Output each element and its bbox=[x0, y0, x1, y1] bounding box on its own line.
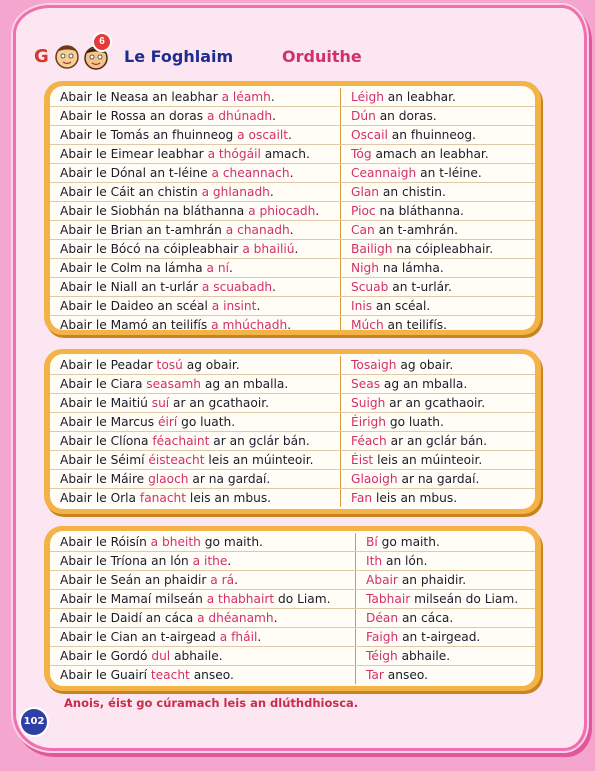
verb-highlight: Múch bbox=[351, 318, 384, 330]
verb-highlight: éisteacht bbox=[148, 453, 205, 467]
sentence-text: Abair le Dónal an t-léine bbox=[60, 166, 212, 180]
instruction-cell bbox=[50, 107, 341, 126]
instruction-cell bbox=[50, 278, 341, 297]
sentence-text: . bbox=[228, 261, 233, 275]
sentence-text: leis an mbus. bbox=[372, 491, 458, 505]
verb-highlight: a bheith bbox=[150, 535, 201, 549]
command-cell bbox=[341, 356, 536, 375]
sentence-text: ar an gcathaoir. bbox=[169, 396, 269, 410]
sentence-text: an fhuinneog. bbox=[387, 128, 476, 142]
table-row bbox=[50, 375, 535, 394]
sentence-text: . bbox=[269, 185, 274, 199]
verb-highlight: Scuab bbox=[351, 280, 389, 294]
sentence-text: an chistin. bbox=[379, 185, 446, 199]
verb-highlight: Tabhair bbox=[366, 592, 411, 606]
command-cell bbox=[356, 571, 536, 590]
command-cell bbox=[341, 394, 536, 413]
table-row bbox=[50, 164, 535, 183]
instruction-cell bbox=[50, 356, 341, 375]
table-row bbox=[50, 489, 535, 508]
table-row bbox=[50, 145, 535, 164]
sentence-text: Abair le Seán an phaidir bbox=[60, 573, 211, 587]
sentence-text: Abair le Daidí an cáca bbox=[60, 611, 198, 625]
verb-highlight: a cheannach bbox=[211, 166, 290, 180]
sentence-text: milseán do Liam. bbox=[410, 592, 519, 606]
verb-highlight: a dhéanamh bbox=[197, 611, 274, 625]
command-cell bbox=[341, 489, 536, 508]
commands-table-1 bbox=[44, 81, 541, 335]
table-row bbox=[50, 552, 535, 571]
sentence-text: ag obair. bbox=[182, 358, 240, 372]
instruction-cell bbox=[50, 394, 341, 413]
verb-highlight: a chanadh bbox=[225, 223, 290, 237]
verb-highlight: suí bbox=[151, 396, 170, 410]
command-cell bbox=[341, 432, 536, 451]
commands-table-3 bbox=[44, 526, 541, 691]
sentence-text: ar an gcathaoir. bbox=[385, 396, 486, 410]
table-row bbox=[50, 316, 535, 331]
instruction-cell bbox=[50, 145, 341, 164]
sentence-text: Abair le Eimear leabhar bbox=[60, 147, 208, 161]
sentence-text: an scéal. bbox=[372, 299, 431, 313]
sentence-text: do Liam. bbox=[274, 592, 331, 606]
sentence-text: ar na gardaí. bbox=[188, 472, 271, 486]
verb-highlight: Dún bbox=[351, 109, 376, 123]
verb-highlight: a ithe bbox=[192, 554, 228, 568]
table-row bbox=[50, 666, 535, 685]
sentence-text: Abair le Peadar bbox=[60, 358, 157, 372]
instruction-cell bbox=[50, 489, 341, 508]
verb-highlight: Tar bbox=[366, 668, 384, 682]
command-cell bbox=[356, 609, 536, 628]
verb-highlight: Nigh bbox=[351, 261, 379, 275]
sentence-text: . bbox=[227, 554, 232, 568]
verb-highlight: dul bbox=[151, 649, 171, 663]
sentence-text: an t-léine. bbox=[416, 166, 482, 180]
sentence-text: . bbox=[234, 573, 238, 587]
sentence-text: na bláthanna. bbox=[375, 204, 464, 218]
sentence-text: go maith. bbox=[200, 535, 263, 549]
verb-highlight: Tóg bbox=[351, 147, 372, 161]
command-cell bbox=[356, 552, 536, 571]
verb-highlight: a léamh bbox=[221, 90, 271, 104]
verb-highlight: a fháil bbox=[219, 630, 258, 644]
instruction-cell bbox=[50, 533, 356, 552]
table-row bbox=[50, 107, 535, 126]
verb-highlight: éirí bbox=[157, 415, 178, 429]
sentence-text: ar na gardaí. bbox=[397, 472, 480, 486]
table-row bbox=[50, 432, 535, 451]
sentence-text: Abair le Colm na lámha bbox=[60, 261, 207, 275]
command-cell bbox=[341, 221, 536, 240]
instruction-cell bbox=[50, 571, 356, 590]
sentence-text: Abair le Neasa an leabhar bbox=[60, 90, 222, 104]
sentence-text: an t-airgead. bbox=[398, 630, 481, 644]
sentence-text: Abair le Niall an t-urlár bbox=[60, 280, 202, 294]
verb-highlight: Ceannaigh bbox=[351, 166, 417, 180]
commands-table-2 bbox=[44, 349, 541, 514]
verb-highlight: Pioc bbox=[351, 204, 376, 218]
verb-highlight: Faigh bbox=[366, 630, 399, 644]
sentence-text: . bbox=[273, 611, 278, 625]
sentence-text: an t-urlár. bbox=[388, 280, 452, 294]
command-cell bbox=[341, 107, 536, 126]
sentence-text: Abair le Gordó bbox=[60, 649, 152, 663]
instruction-cell bbox=[50, 451, 341, 470]
sentence-text: Abair le Cian an t-airgead bbox=[60, 630, 220, 644]
sentence-text: Abair le Marcus bbox=[60, 415, 158, 429]
verb-highlight: a thabhairt bbox=[206, 592, 275, 606]
sentence-text: na lámha. bbox=[378, 261, 444, 275]
table-row bbox=[50, 533, 535, 552]
table-row bbox=[50, 278, 535, 297]
sentence-text: ar an gclár bán. bbox=[209, 434, 310, 448]
command-cell bbox=[356, 590, 536, 609]
sentence-text: an t-amhrán. bbox=[374, 223, 458, 237]
table-row bbox=[50, 88, 535, 107]
command-cell bbox=[341, 145, 536, 164]
table-row bbox=[50, 394, 535, 413]
instruction-cell bbox=[50, 590, 356, 609]
verb-highlight: Tosaigh bbox=[351, 358, 397, 372]
verb-highlight: tosú bbox=[156, 358, 183, 372]
verb-highlight: Suigh bbox=[351, 396, 386, 410]
sentence-text: Abair le Clíona bbox=[60, 434, 153, 448]
command-cell bbox=[341, 126, 536, 145]
sentence-text: Abair le Tríona an lón bbox=[60, 554, 193, 568]
sentence-text: Abair le Mamó an teilifís bbox=[60, 318, 212, 330]
instruction-cell bbox=[50, 240, 341, 259]
sentence-text: amach an leabhar. bbox=[371, 147, 489, 161]
sentence-text: ar an gclár bán. bbox=[386, 434, 488, 448]
table-row bbox=[50, 202, 535, 221]
command-cell bbox=[341, 278, 536, 297]
sentence-text: . bbox=[256, 299, 261, 313]
verb-highlight: Bí bbox=[366, 535, 378, 549]
instruction-cell bbox=[50, 202, 341, 221]
command-cell bbox=[341, 183, 536, 202]
instruction-cell bbox=[50, 88, 341, 107]
sentence-text: Abair le Bócó na cóipleabhair bbox=[60, 242, 243, 256]
page-number: 102 bbox=[21, 709, 47, 735]
sentence-text: leis an múinteoir. bbox=[373, 453, 483, 467]
sentence-text: . bbox=[272, 280, 277, 294]
sentence-text: . bbox=[294, 242, 299, 256]
sentence-text: . bbox=[289, 166, 294, 180]
verb-highlight: a oscailt bbox=[237, 128, 289, 142]
sentence-text: na cóipleabhair. bbox=[392, 242, 494, 256]
table-row bbox=[50, 609, 535, 628]
verb-highlight: Can bbox=[351, 223, 375, 237]
verb-highlight: Fan bbox=[351, 491, 373, 505]
table-row bbox=[50, 413, 535, 432]
command-cell bbox=[341, 202, 536, 221]
verb-highlight: Bailigh bbox=[351, 242, 393, 256]
table-row bbox=[50, 240, 535, 259]
table-row bbox=[50, 451, 535, 470]
sentence-text: Abair le Orla bbox=[60, 491, 140, 505]
sentence-text: an doras. bbox=[375, 109, 437, 123]
sentence-text: go luath. bbox=[177, 415, 236, 429]
instruction-cell bbox=[50, 316, 341, 331]
sentence-text: amach. bbox=[260, 147, 310, 161]
verb-highlight: a dhúnadh bbox=[206, 109, 273, 123]
sentence-text: an lón. bbox=[382, 554, 428, 568]
section-title: Le Foghlaim bbox=[124, 47, 234, 66]
table-row bbox=[50, 259, 535, 278]
verb-highlight: Glan bbox=[351, 185, 380, 199]
verb-highlight: Déan bbox=[366, 611, 399, 625]
sentence-text: go luath. bbox=[385, 415, 444, 429]
command-cell bbox=[356, 533, 536, 552]
instruction-cell bbox=[50, 297, 341, 316]
sentence-text: ag obair. bbox=[396, 358, 454, 372]
instruction-cell bbox=[50, 666, 356, 685]
instruction-cell bbox=[50, 470, 341, 489]
table-row bbox=[50, 628, 535, 647]
sentence-text: Abair le Siobhán na bláthanna bbox=[60, 204, 249, 218]
command-cell bbox=[341, 164, 536, 183]
command-cell bbox=[341, 470, 536, 489]
verb-highlight: Glaoigh bbox=[351, 472, 398, 486]
sentence-text: Abair le Tomás an fhuinneog bbox=[60, 128, 238, 142]
command-cell bbox=[341, 297, 536, 316]
verb-highlight: a rá bbox=[210, 573, 235, 587]
verb-highlight: seasamh bbox=[146, 377, 202, 391]
sentence-text: abhaile. bbox=[170, 649, 223, 663]
verb-highlight: a insint bbox=[211, 299, 257, 313]
verb-highlight: a mhúchadh bbox=[211, 318, 288, 330]
command-cell bbox=[356, 628, 536, 647]
page-title: Orduithe bbox=[282, 47, 362, 66]
instruction-cell bbox=[50, 259, 341, 278]
instruction-cell bbox=[50, 552, 356, 571]
sentence-text: an cáca. bbox=[398, 611, 454, 625]
verb-highlight: Éirigh bbox=[351, 415, 386, 429]
verb-highlight: a ní bbox=[206, 261, 229, 275]
sentence-text: Abair le Róisín bbox=[60, 535, 151, 549]
sentence-text: Abair le Brian an t-amhrán bbox=[60, 223, 226, 237]
sentence-text: ag an mballa. bbox=[380, 377, 468, 391]
table-row bbox=[50, 647, 535, 666]
sentence-text: an teilifís. bbox=[383, 318, 447, 330]
sentence-text: Abair le Rossa an doras bbox=[60, 109, 207, 123]
command-cell bbox=[341, 240, 536, 259]
sentence-text: Abair le Guairí bbox=[60, 668, 151, 682]
verb-highlight: Téigh bbox=[366, 649, 398, 663]
sentence-text: leis an múinteoir. bbox=[204, 453, 314, 467]
verb-highlight: fanacht bbox=[139, 491, 187, 505]
command-cell bbox=[356, 647, 536, 666]
sentence-text: . bbox=[289, 223, 294, 237]
section-letter: G bbox=[34, 46, 49, 67]
instruction-cell bbox=[50, 647, 356, 666]
verb-highlight: a bhailiú bbox=[242, 242, 295, 256]
instruction-cell bbox=[50, 628, 356, 647]
instruction-cell bbox=[50, 164, 341, 183]
sentence-text: an phaidir. bbox=[397, 573, 467, 587]
table-row bbox=[50, 470, 535, 489]
table-row bbox=[50, 356, 535, 375]
verb-highlight: Inis bbox=[351, 299, 373, 313]
verb-highlight: a scuabadh bbox=[201, 280, 273, 294]
verb-highlight: a phiocadh bbox=[248, 204, 316, 218]
sentence-text: Abair le Máire bbox=[60, 472, 149, 486]
table-row bbox=[50, 183, 535, 202]
command-cell bbox=[341, 88, 536, 107]
sentence-text: go maith. bbox=[377, 535, 440, 549]
instruction-cell bbox=[50, 221, 341, 240]
verb-highlight: Oscail bbox=[351, 128, 388, 142]
section-header bbox=[34, 36, 554, 74]
table-row bbox=[50, 590, 535, 609]
table-row bbox=[50, 297, 535, 316]
verb-highlight: Ith bbox=[366, 554, 383, 568]
section-number-badge: 6 bbox=[92, 32, 112, 52]
instruction-cell bbox=[50, 375, 341, 394]
sentence-text: Abair le Ciara bbox=[60, 377, 147, 391]
sentence-text: . bbox=[315, 204, 320, 218]
verb-highlight: teacht bbox=[150, 668, 190, 682]
verb-highlight: a ghlanadh bbox=[201, 185, 270, 199]
verb-highlight: Léigh bbox=[351, 90, 384, 104]
instruction-cell bbox=[50, 183, 341, 202]
command-cell bbox=[341, 451, 536, 470]
command-cell bbox=[356, 666, 536, 685]
verb-highlight: glaoch bbox=[148, 472, 189, 486]
sentence-text: . bbox=[287, 318, 292, 330]
verb-highlight: a thógáil bbox=[207, 147, 261, 161]
sentence-text: leis an mbus. bbox=[186, 491, 272, 505]
instruction-cell bbox=[50, 609, 356, 628]
verb-highlight: Seas bbox=[351, 377, 381, 391]
sentence-text: Abair le Cáit an chistin bbox=[60, 185, 202, 199]
sentence-text: abhaile. bbox=[397, 649, 451, 663]
table-row bbox=[50, 221, 535, 240]
command-cell bbox=[341, 316, 536, 331]
sentence-text: ag an mballa. bbox=[201, 377, 289, 391]
command-cell bbox=[341, 413, 536, 432]
command-cell bbox=[341, 375, 536, 394]
verb-highlight: féachaint bbox=[152, 434, 210, 448]
sentence-text: an leabhar. bbox=[383, 90, 456, 104]
instruction-cell bbox=[50, 432, 341, 451]
sentence-text: anseo. bbox=[383, 668, 428, 682]
verb-highlight: Abair bbox=[366, 573, 398, 587]
sentence-text: Abair le Mamaí milseán bbox=[60, 592, 207, 606]
table-row bbox=[50, 126, 535, 145]
command-cell bbox=[341, 259, 536, 278]
listening-instruction: Anois, éist go cúramach leis an dlúthdhiosca. bbox=[64, 696, 359, 710]
instruction-cell bbox=[50, 413, 341, 432]
sentence-text: Abair le Séimí bbox=[60, 453, 149, 467]
sentence-text: . bbox=[270, 90, 275, 104]
verb-highlight: Féach bbox=[351, 434, 387, 448]
sentence-text: . bbox=[288, 128, 292, 142]
sentence-text: . bbox=[272, 109, 277, 123]
instruction-cell bbox=[50, 126, 341, 145]
sentence-text: Abair le Maitiú bbox=[60, 396, 152, 410]
table-row bbox=[50, 571, 535, 590]
sentence-text: . bbox=[257, 630, 262, 644]
verb-highlight: Éist bbox=[351, 453, 374, 467]
sentence-text: Abair le Daideo an scéal bbox=[60, 299, 212, 313]
sentence-text: anseo. bbox=[189, 668, 234, 682]
